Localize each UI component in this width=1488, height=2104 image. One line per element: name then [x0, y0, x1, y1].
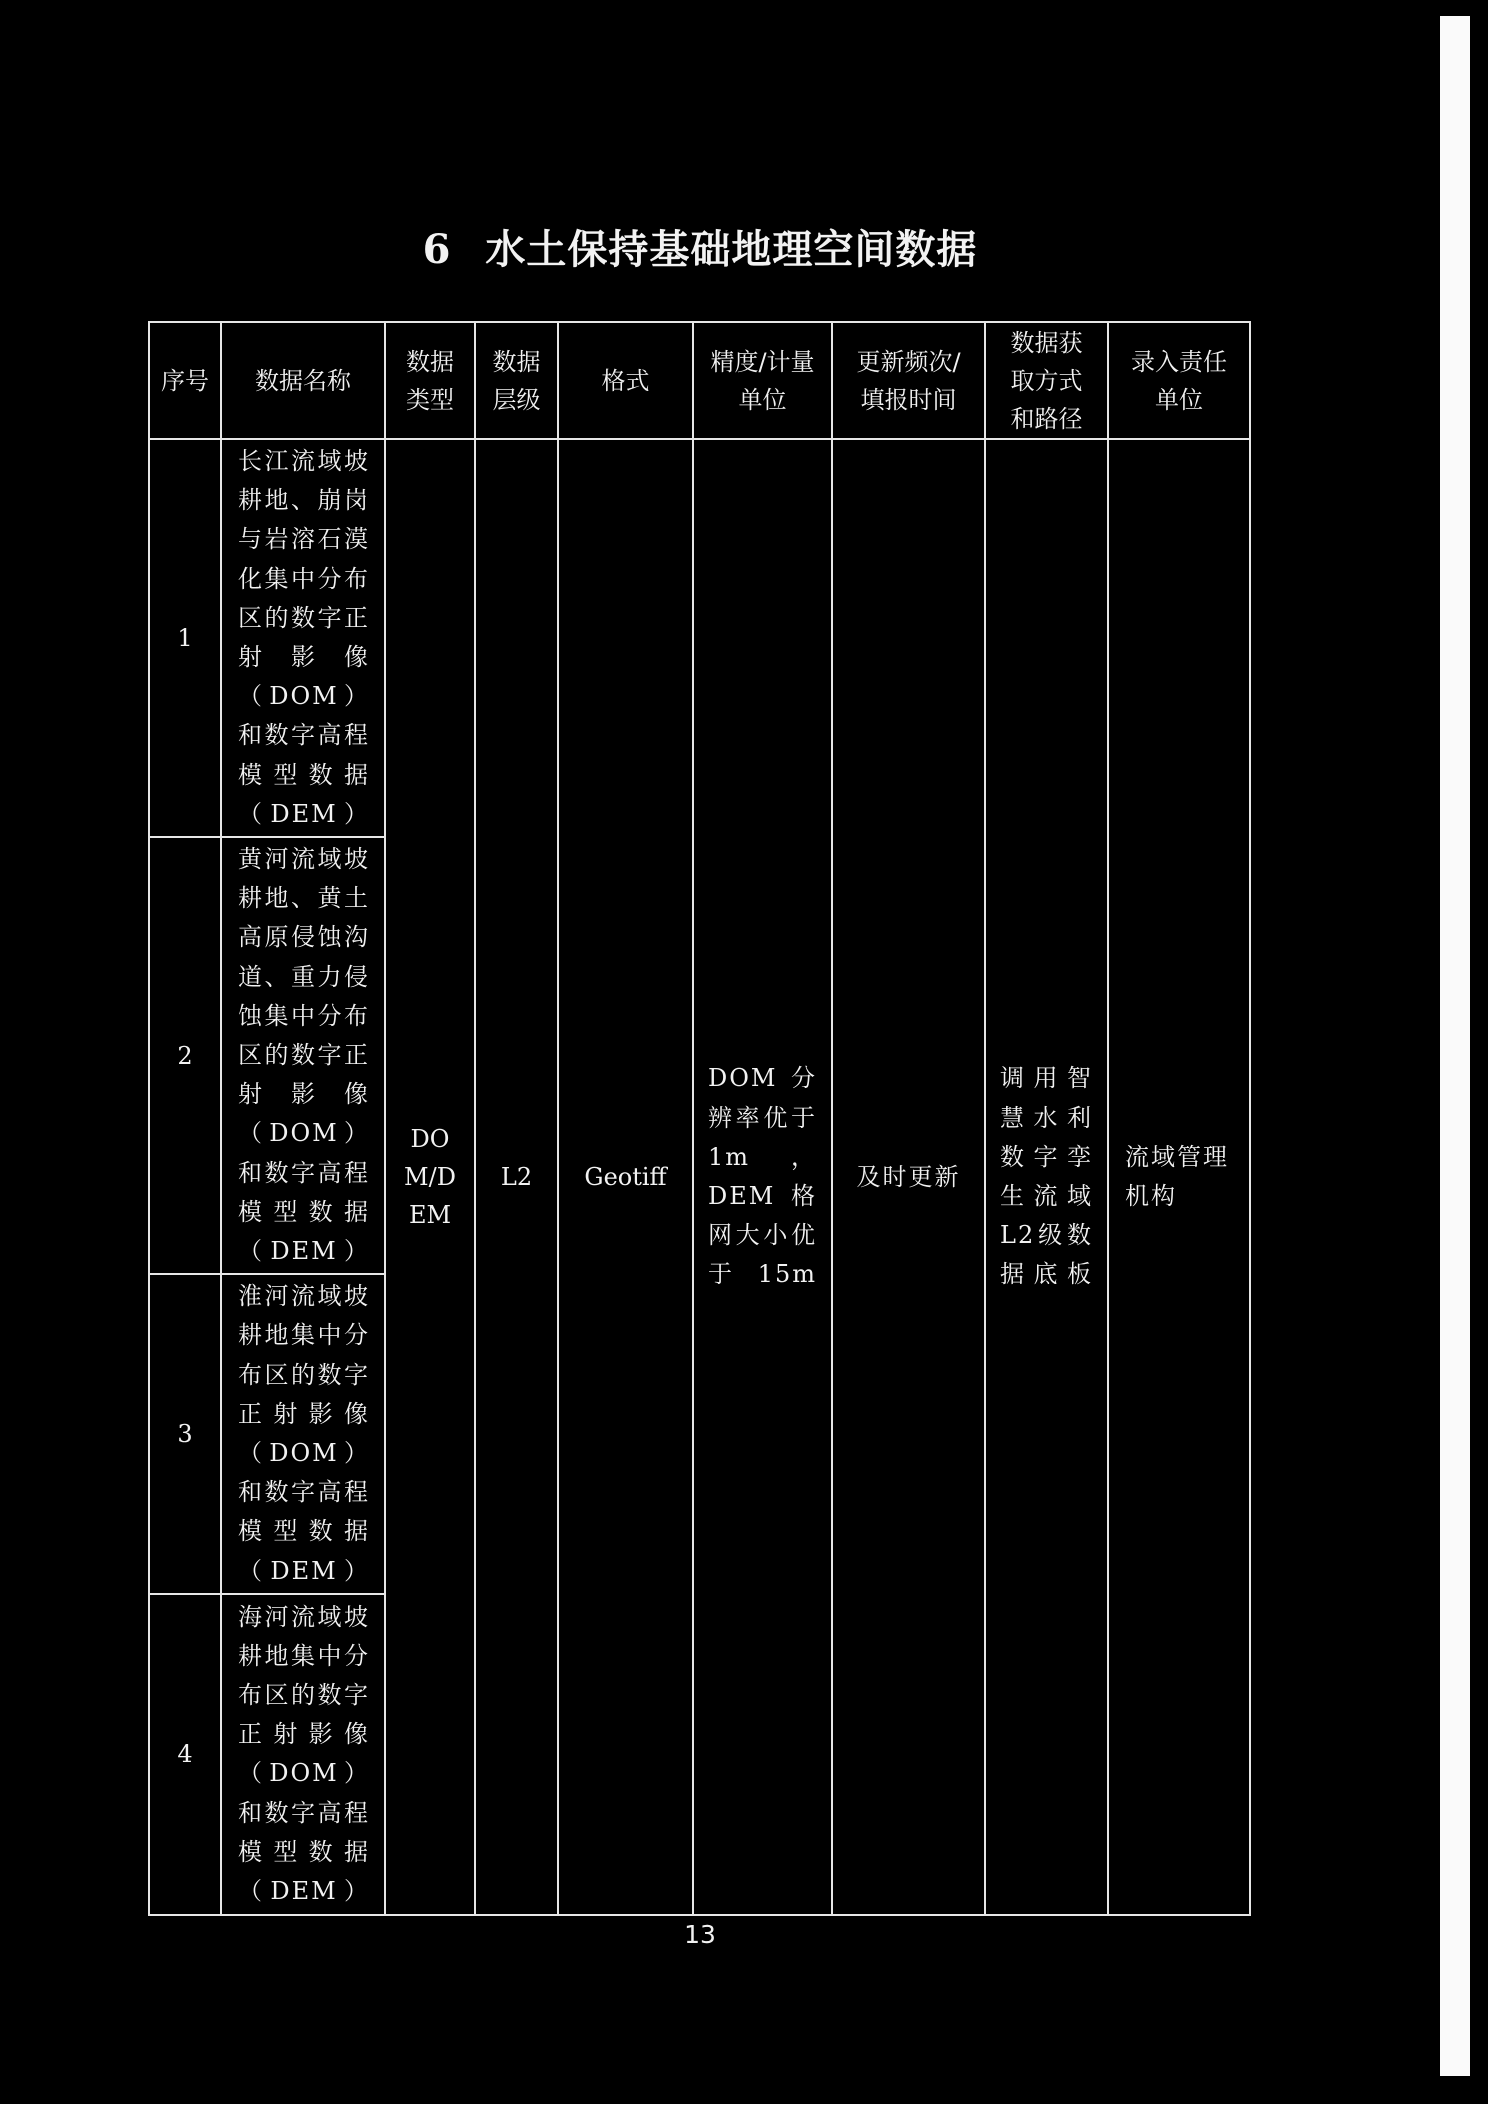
row-seq: 3	[149, 1274, 221, 1594]
header-row	[149, 322, 1250, 439]
row-name: 黄河流域坡耕地、黄土高原侵蚀沟道、重力侵蚀集中分布区的数字正射影像（DOM）和数字高程模型数据（DEM）	[221, 837, 385, 1274]
data-table	[148, 321, 1251, 1916]
data-type-cell	[385, 439, 475, 1915]
scan-edge-bar	[1440, 16, 1470, 2076]
row-name: 海河流域坡耕地集中分布区的数字正射影像（DOM）和数字高程模型数据（DEM）	[221, 1594, 385, 1915]
row-name: 长江流域坡耕地、崩岗与岩溶石漠化集中分布区的数字正射影像（DOM）和数字高程模型数据（DEM）	[221, 439, 385, 837]
row-seq: 2	[149, 837, 221, 1274]
row-seq: 1	[149, 439, 221, 837]
precision-cell: DOM 分辨率优于1m，DEM格网大小优于 15m	[693, 439, 832, 1915]
section-number: 6	[422, 226, 452, 273]
row-name: 淮河流域坡耕地集中分布区的数字正射影像（DOM）和数字高程模型数据（DEM）	[221, 1274, 385, 1594]
table-row	[149, 439, 1250, 837]
section-title	[0, 218, 1400, 275]
data-type-text: DOM/DEM	[404, 1124, 456, 1229]
header-name: 数据名称	[221, 322, 385, 439]
header-update: 更新频次/填报时间	[832, 322, 985, 439]
update-cell: 及时更新	[832, 439, 985, 1915]
responsible-cell: 流域管理机构	[1108, 439, 1250, 1915]
header-responsible: 录入责任单位	[1108, 322, 1250, 439]
header-precision: 精度/计量单位	[693, 322, 832, 439]
header-seq: 序号	[149, 322, 221, 439]
header-type: 数据类型	[385, 322, 475, 439]
header-acquisition: 数据获取方式和路径	[985, 322, 1108, 439]
page-number: 13	[684, 1920, 716, 1949]
acquisition-cell: 调用智慧水利数字孪生流域L2级数据底板	[985, 439, 1108, 1915]
row-seq: 4	[149, 1594, 221, 1915]
level-cell: L2	[475, 439, 558, 1915]
format-cell: Geotiff	[558, 439, 693, 1915]
header-format: 格式	[558, 322, 693, 439]
section-title-text: 水土保持基础地理空间数据	[485, 227, 978, 273]
header-level: 数据层级	[475, 322, 558, 439]
